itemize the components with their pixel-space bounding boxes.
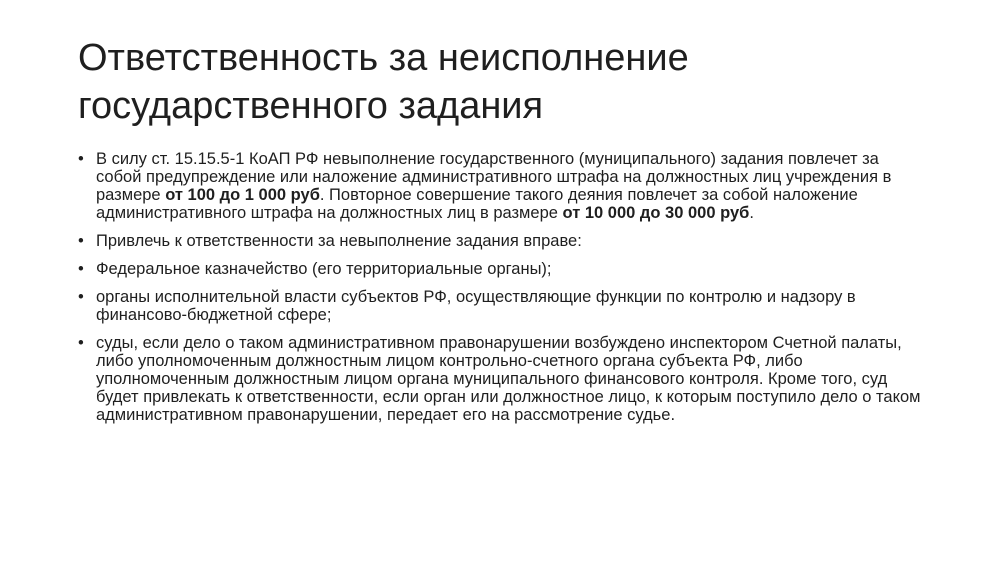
bullet-text: Привлечь к ответственности за невыполнение задания вправе: [96, 232, 582, 250]
bullet-list [78, 150, 928, 434]
bullet-dot-icon: • [78, 150, 84, 168]
bullet-dot-icon: • [78, 232, 84, 250]
bullet-text: Федеральное казначейство (его территориальные органы); [96, 260, 552, 278]
bullet-item-authorities [78, 232, 928, 250]
bullet-item-penalty [78, 150, 928, 222]
bullet-item-courts [78, 334, 928, 424]
bullet-text: . [749, 204, 754, 222]
slide-title-line-1: Ответственность за неисполнение [78, 37, 689, 79]
slide-title-line-2: государственного задания [78, 85, 544, 127]
bullet-text: органы исполнительной власти субъектов РФ, осуществляющие функции по контролю и надзору в финансово-бюджетной сфере; [96, 288, 856, 324]
bullet-dot-icon: • [78, 334, 84, 352]
bullet-item-executive-bodies [78, 288, 928, 324]
bullet-dot-icon: • [78, 288, 84, 306]
bullet-text: В силу ст. 15.15.5-1 КоАП РФ невыполнение государственного (муниципального) задания повлечет за собой предупреждение или наложение административного штрафа на должностных лиц учреждения в размере [96, 150, 892, 204]
bullet-text: . Повторное совершение такого деяния повлечет за собой наложение административного штрафа на должностных лиц в размере [96, 186, 858, 222]
slide-title [78, 34, 938, 130]
bullet-item-treasury [78, 260, 928, 278]
bullet-dot-icon: • [78, 260, 84, 278]
bullet-text: суды, если дело о таком административном правонарушении возбуждено инспектором Счетной палаты, либо уполномоченным должностным лицом контрольно-счетного органа субъекта РФ, либо уполномоченным должностным лицом органа муниципального финансового контроля. Кроме того, суд будет привлекать к ответственности, если орган или должностное лицо, к которым поступило дело о таком административном правонарушении, передает его на рассмотрение судье. [96, 334, 921, 424]
bullet-bold-amount: от 10 000 до 30 000 руб [562, 204, 750, 222]
bullet-bold-amount: от 100 до 1 000 руб [165, 186, 320, 204]
